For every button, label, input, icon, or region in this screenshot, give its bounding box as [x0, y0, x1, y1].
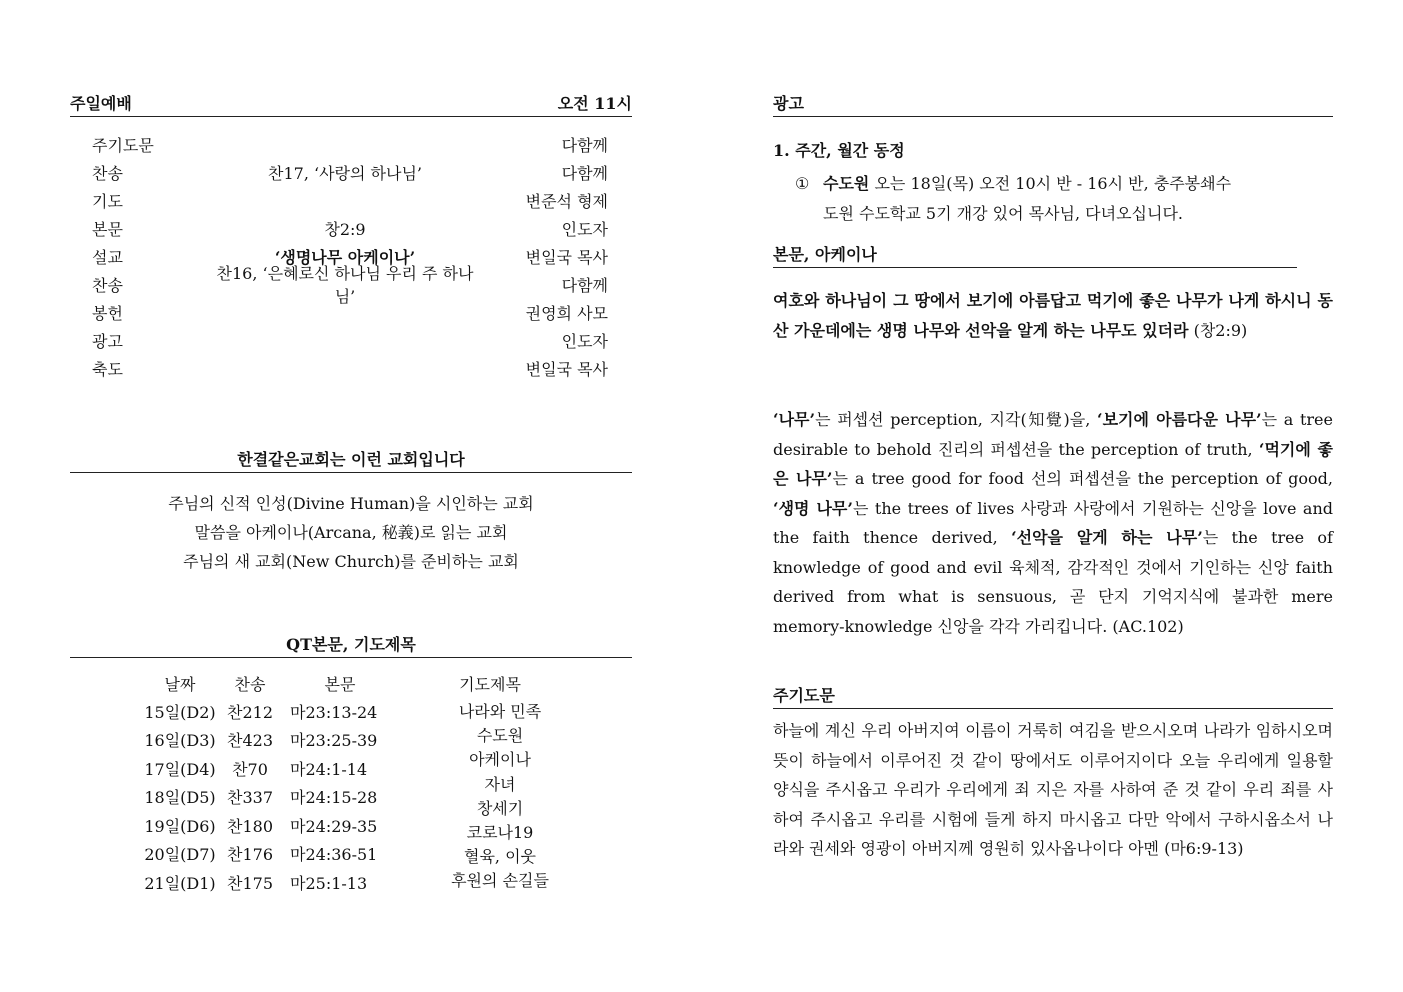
arcana-text: 는 a tree good for food 선의 퍼셉션을 the perception of good,: [832, 469, 1333, 488]
qt-prayer-item: 아케이나: [469, 750, 531, 770]
arcana-term: ‘나무’: [773, 410, 816, 429]
prayer-header: [773, 686, 1333, 709]
qt-row: [140, 783, 400, 811]
arcana-term: ‘먹기에 좋은 나무’: [773, 439, 1333, 488]
qt-date: 18일(D5): [144, 788, 216, 807]
order-content: 찬17, ‘사랑의 하나님’: [268, 163, 422, 183]
qt-row: [140, 697, 400, 725]
order-item: 찬송: [92, 163, 123, 183]
arcana-verse-ref: (창2:9): [1188, 320, 1248, 340]
ads-item-bold: 수도원: [823, 174, 870, 193]
ads-item-line1: [795, 169, 1333, 199]
worship-header: [70, 94, 632, 117]
qt-hymn: 찬212: [227, 702, 273, 722]
arcana-header: [773, 245, 1297, 268]
arcana-text: 는 the trees of lives 사랑과 사랑에서 기원하는 신앙을 love and the faith thence derived,: [773, 498, 1333, 547]
qt-prayer-item: 후원의 손길들: [451, 871, 549, 891]
arcana-text: 는 a tree desirable to behold 진리의 퍼셉션을 the perception of truth,: [773, 410, 1333, 459]
order-content: 창2:9: [324, 219, 366, 239]
qt-header-date: 날짜: [164, 674, 196, 694]
arcana-title: 본문, 아케이나: [773, 245, 877, 264]
order-row: [92, 186, 608, 214]
ads-title: 광고: [773, 94, 804, 113]
qt-hymn: 찬176: [227, 845, 273, 864]
order-row: [92, 158, 608, 186]
ads-item: [795, 169, 1333, 229]
church-title: [70, 450, 632, 473]
qt-table: [140, 669, 620, 899]
arcana-verse-bold: 여호와 하나님이 그 땅에서 보기에 아름답고 먹기에 좋은 나무가 나게 하시니 동산 가운데에는 생명 나무와 선악을 알게 하는 나무도 있더라: [773, 291, 1333, 340]
qt-hymn: 찬423: [227, 731, 273, 750]
church-line: 주님의 새 교회(New Church)를 준비하는 교회: [183, 552, 519, 571]
order-leader: 다함께: [561, 135, 608, 155]
qt-text: 마24:15-28: [290, 788, 378, 807]
order-row: [92, 214, 608, 242]
qt-text: 마24:1-14: [290, 759, 368, 779]
circled-one: ①: [795, 174, 810, 193]
qt-prayer-item: 코로나19: [466, 823, 534, 842]
order-item: 축도: [92, 359, 123, 379]
order-item: 기도: [92, 191, 123, 211]
ads-subtitle-text: 1. 주간, 월간 동정: [773, 141, 905, 160]
qt-prayer-item: 나라와 민족: [458, 702, 542, 721]
order-item: 광고: [92, 331, 123, 351]
qt-date: 17일(D4): [144, 759, 216, 779]
qt-prayer-item: 수도원: [476, 726, 524, 746]
church-lines: [70, 489, 632, 576]
church-line: 주님의 신적 인성(Divine Human)을 시인하는 교회: [168, 494, 534, 513]
qt-title-text: QT본문, 기도제목: [286, 635, 416, 654]
order-item: 주기도문: [92, 135, 154, 155]
order-leader: 인도자: [561, 331, 608, 351]
qt-prayer-item: 창세기: [476, 798, 524, 818]
order-item: 설교: [92, 247, 123, 267]
qt-title: [70, 635, 632, 658]
arcana-verse: [773, 286, 1333, 345]
arcana-text: 는 퍼셉션 perception, 지각(知覺)을,: [815, 410, 1097, 429]
arcana-term: ‘보기에 아름다운 나무’: [1097, 410, 1262, 429]
order-content: ‘생명나무 아케이나’: [274, 247, 416, 267]
worship-title: 주일예배: [70, 94, 132, 113]
qt-header-text: 본문: [324, 674, 356, 694]
worship-time: 오전 11시: [557, 94, 632, 113]
arcana-term: ‘선악을 알게 하는 나무’: [1011, 528, 1203, 547]
qt-date: 15일(D2): [144, 702, 216, 722]
church-line: 말씀을 아케이나(Arcana, 秘義)로 읽는 교회: [194, 523, 508, 542]
qt-hymn: 찬175: [227, 873, 273, 893]
order-leader: 권영희 사모: [525, 303, 608, 323]
church-title-text: 한결같은교회는 이런 교회입니다: [237, 450, 465, 469]
qt-row: [140, 754, 400, 782]
qt-date: 20일(D7): [144, 845, 216, 864]
qt-row: [140, 868, 400, 896]
qt-text: 마23:25-39: [290, 731, 378, 750]
order-row: [92, 130, 608, 158]
qt-header-hymn: 찬송: [234, 674, 266, 694]
worship-order: [92, 130, 608, 382]
order-leader: 다함께: [561, 163, 608, 183]
order-item: 본문: [92, 219, 123, 239]
qt-text: 마24:36-51: [290, 845, 378, 864]
qt-hymn: 찬70: [232, 759, 268, 779]
order-item: 찬송: [92, 275, 123, 295]
ads-subtitle: [773, 138, 905, 161]
ads-header: [773, 94, 1333, 117]
order-leader: 변일국 목사: [525, 359, 608, 379]
ads-item-text1: 오는 18일(목) 오전 10시 반 - 16시 반, 충주봉쇄수: [869, 174, 1232, 193]
qt-prayer-item: 혈육, 이웃: [464, 847, 536, 867]
qt-date: 21일(D1): [144, 873, 216, 893]
order-leader: 변준석 형제: [525, 191, 608, 211]
qt-text: 마23:13-24: [290, 702, 378, 722]
prayer-text: 하늘에 계신 우리 아버지여 이름이 거룩히 여김을 받으시오며 나라가 임하시오며 뜻이 하늘에서 이루어진 것 같이 땅에서도 이루어지이다 오늘 우리에게 일용할 양식을 주시옵고 우리가 우리에게 죄 지은 자를 사하여 준 것 같이 우리 죄를 사하여 주시옵고 우리를 시험에 들게 하지 마시옵고 다만 악에서 구하시옵소서 나라와 권세와 영광이 아버지께 영원히 있사옵나이다 아멘 (마6:9-13): [773, 721, 1333, 858]
arcana-text: 는 the tree of knowledge of good and evil 육체적, 감각적인 것에서 기인하는 신앙 faith derived from what is sensuous, 곧 단지 기억지식에 불과한 mere memory-knowledge 신앙을 각각 가리킵니다. (AC.102): [773, 528, 1333, 636]
arcana-explanation: [773, 405, 1333, 641]
order-item: 봉헌: [92, 303, 123, 323]
order-row: [92, 354, 608, 382]
order-row: [92, 326, 608, 354]
qt-date: 16일(D3): [144, 731, 216, 750]
qt-header-prayer: 기도제목: [459, 674, 521, 694]
order-content: 찬16, ‘은혜로신 하나님 우리 주 하나님’: [216, 264, 474, 306]
arcana-term: ‘생명 나무’: [773, 498, 853, 518]
qt-row: [140, 840, 400, 868]
qt-date: 19일(D6): [144, 816, 216, 836]
qt-text: 마24:29-35: [290, 816, 378, 836]
qt-row: [140, 726, 400, 754]
prayer-title: 주기도문: [773, 686, 835, 705]
order-leader: 인도자: [561, 219, 608, 239]
order-row: [92, 264, 608, 306]
qt-row: [140, 811, 400, 839]
qt-hymn: 찬180: [227, 816, 273, 836]
order-leader: 다함께: [561, 275, 608, 295]
qt-hymn: 찬337: [227, 788, 273, 807]
qt-prayer-item: 자녀: [484, 774, 516, 794]
qt-header-row: [140, 669, 620, 697]
church-section: [70, 450, 632, 576]
qt-text: 마25:1-13: [290, 873, 368, 893]
ads-item-text2: 도원 수도학교 5기 개강 있어 목사님, 다녀오십니다.: [823, 204, 1183, 223]
qt-section: [70, 635, 632, 658]
order-leader: 변일국 목사: [525, 247, 608, 267]
